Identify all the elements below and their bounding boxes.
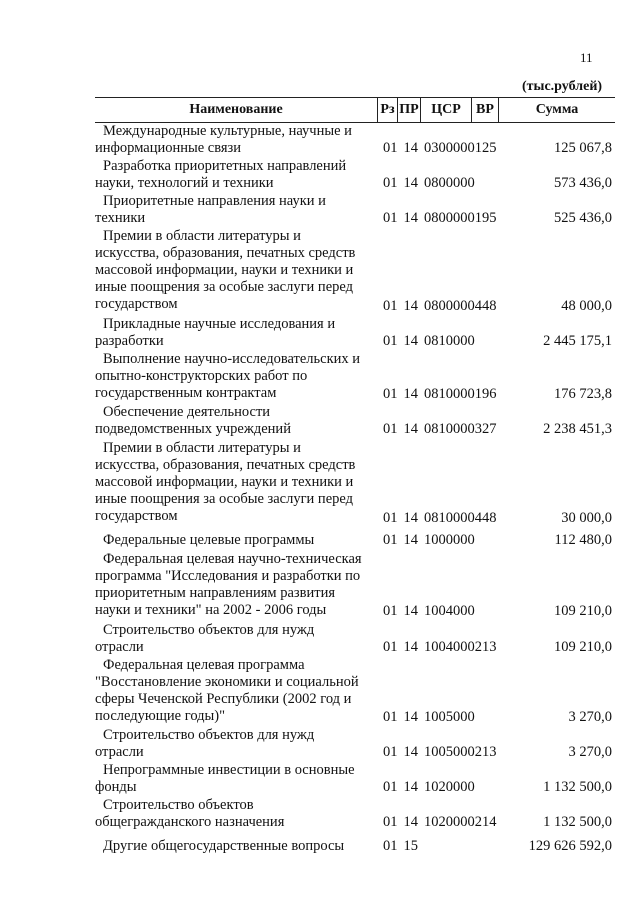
- row-code: 01 14 0800000448: [383, 298, 497, 314]
- row-name: Строительство объектов для нужд отрасли: [95, 622, 315, 655]
- row-code: 01 14 0810000448: [383, 510, 497, 526]
- row-code: 01 14 0810000196: [383, 386, 497, 402]
- row-sum: 2 238 451,3: [543, 421, 612, 437]
- row-sum: 176 723,8: [554, 386, 612, 402]
- row-sum: 525 436,0: [554, 210, 612, 226]
- header-sum: Сумма: [535, 102, 579, 117]
- row-code: 01 14 0300000125: [383, 140, 497, 156]
- row-name: Выполнение научно-исследовательских и опытно-конструкторских работ по государственным контрактам: [95, 351, 361, 401]
- row-name: Премии в области литературы и искусства, образования, печатных средств массовой информации, науки и техники и иные поощрения за особые заслуги перед государством: [95, 440, 356, 524]
- row-sum: 3 270,0: [568, 709, 612, 725]
- row-name: Непрограммные инвестиции в основные фонды: [95, 762, 355, 795]
- row-name: Федеральные целевые программы: [103, 532, 315, 548]
- header-name: Наименование: [189, 102, 283, 117]
- row-code: 01 14 0810000: [383, 333, 475, 349]
- row-name: Федеральная целевая программа "Восстановление экономики и социальной сферы Чеченской Республики (2002 год и последующие годы)": [95, 657, 359, 724]
- row-name: Международные культурные, научные и информационные связи: [95, 123, 352, 156]
- header-rz: Рз: [380, 102, 395, 117]
- header-csr: ЦСР: [431, 102, 461, 117]
- row-name: Строительство объектов для нужд отрасли: [95, 727, 315, 760]
- row-name: Обеспечение деятельности подведомственных учреждений: [95, 404, 291, 437]
- row-code: 01 14 1004000213: [383, 639, 497, 655]
- row-name: Другие общегосударственные вопросы: [103, 838, 345, 854]
- row-sum: 109 210,0: [554, 603, 612, 619]
- row-sum: 48 000,0: [561, 298, 612, 314]
- row-code: 01 14 1020000214: [383, 814, 497, 830]
- row-name: Строительство объектов общегражданского назначения: [95, 797, 285, 830]
- page-number: 11: [580, 50, 593, 65]
- row-code: 01 14 1005000213: [383, 744, 497, 760]
- row-name: Федеральная целевая научно-техническая программа "Исследования и разработки по приоритетным направлениям развития науки и техники" на 2002 - 2006 годы: [95, 551, 362, 618]
- row-code: 01 14 0800000195: [383, 210, 497, 226]
- unit-label: (тыс.рублей): [522, 79, 603, 94]
- row-sum: 1 132 500,0: [543, 814, 612, 830]
- row-sum: 109 210,0: [554, 639, 612, 655]
- row-name: Прикладные научные исследования и разработки: [95, 316, 336, 349]
- row-sum: 1 132 500,0: [543, 779, 612, 795]
- row-name: Премии в области литературы и искусства, образования, печатных средств массовой информации, науки и техники и иные поощрения за особые заслуги перед государством: [95, 228, 356, 312]
- header-pr: ПР: [399, 102, 419, 117]
- row-sum: 2 445 175,1: [543, 333, 612, 349]
- row-code: 01 14 1005000: [383, 709, 475, 725]
- row-code: 01 14 1020000: [383, 779, 475, 795]
- table-header: [95, 97, 615, 123]
- row-sum: 112 480,0: [554, 532, 612, 548]
- row-sum: 125 067,8: [554, 140, 612, 156]
- row-sum: 573 436,0: [554, 175, 612, 191]
- row-code: 01 14 1000000: [383, 532, 475, 548]
- row-sum: 129 626 592,0: [528, 838, 612, 854]
- row-code: 01 14 0800000: [383, 175, 475, 191]
- row-name: Разработка приоритетных направлений науки, технологий и техники: [95, 158, 347, 191]
- row-sum: 30 000,0: [561, 510, 612, 526]
- row-name: Приоритетные направления науки и техники: [95, 193, 326, 226]
- row-code: 01 15: [383, 838, 418, 854]
- row-sum: 3 270,0: [568, 744, 612, 760]
- row-code: 01 14 0810000327: [383, 421, 497, 437]
- header-vr: ВР: [476, 102, 494, 117]
- row-code: 01 14 1004000: [383, 603, 475, 619]
